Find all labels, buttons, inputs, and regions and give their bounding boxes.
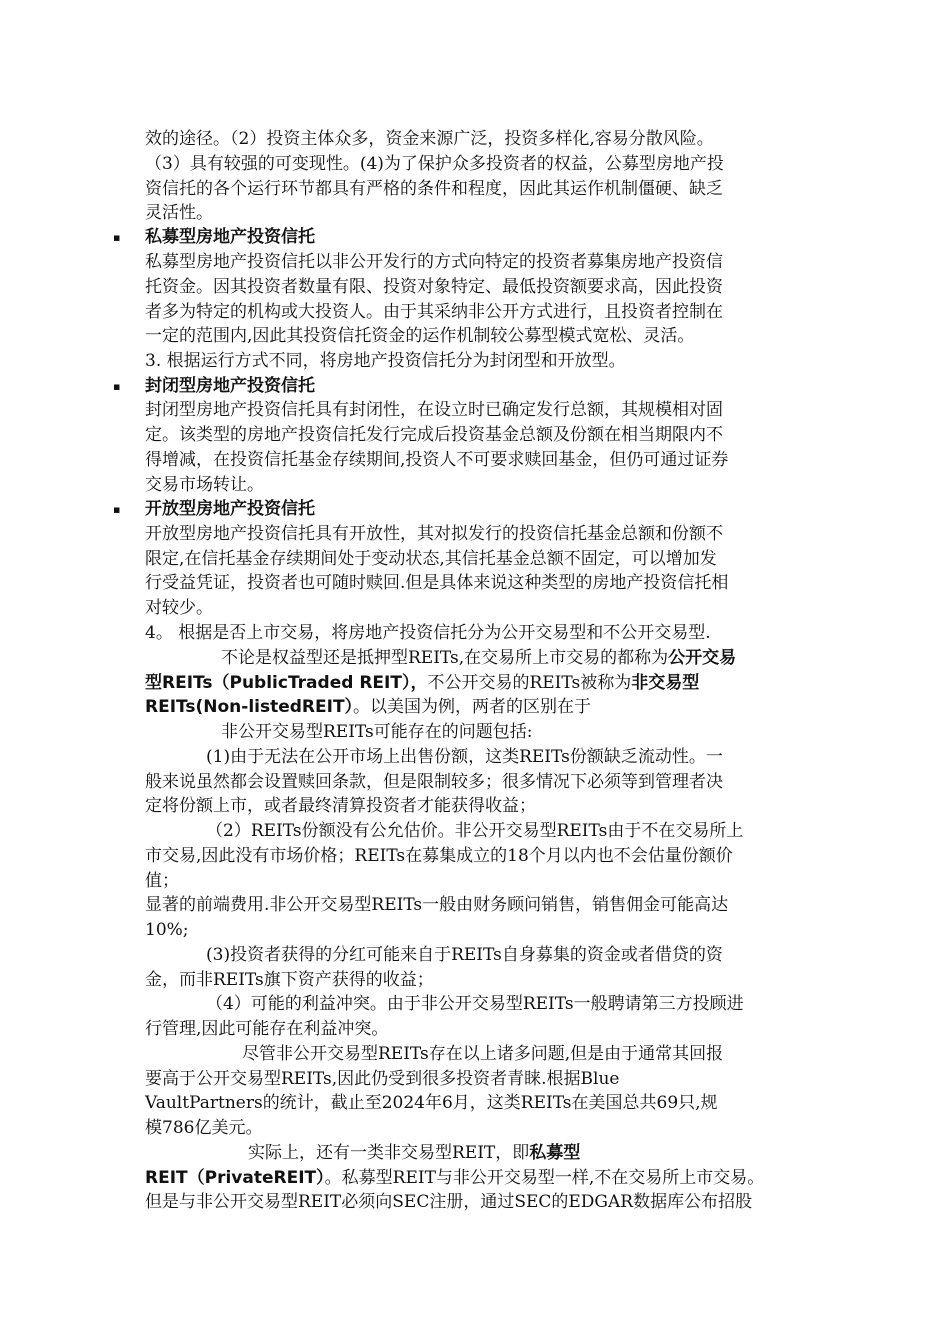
text-line: 得增减，在投资信托基金存续期间,投资人不可要求赎回基金，但仍可通过证券 bbox=[145, 450, 729, 470]
text-line: (1)由于无法在公开市场上出售份额，这类REITs份额缺乏流动性。一 bbox=[206, 747, 723, 767]
text-line: 效的途径。（2）投资主体众多，资金来源广泛，投资多样化,容易分散风险。 bbox=[145, 129, 714, 149]
text-line: 行受益凭证，投资者也可随时赎回.但是具体来说这种类型的房地产投资信托相 bbox=[145, 573, 729, 593]
bullet-icon: ▪ bbox=[113, 503, 121, 516]
section-heading: 私募型房地产投资信托 bbox=[145, 227, 315, 247]
text-line: 托资金。因其投资者数量有限、投资对象特定、最低投资额要求高，因此投资 bbox=[145, 277, 723, 297]
text-line bbox=[248, 1141, 580, 1166]
text-line: 行管理,因此可能存在利益冲突。 bbox=[145, 1019, 389, 1039]
text-line bbox=[145, 695, 591, 720]
section-heading: 开放型房地产投资信托 bbox=[145, 499, 315, 519]
text-line: (3)投资者获得的分红可能来自于REITs自身募集的资金或者借贷的资 bbox=[206, 945, 723, 965]
text-line: 4。 根据是否上市交易，将房地产投资信托分为公开交易型和不公开交易型. bbox=[145, 623, 711, 643]
text-line: 一定的范围内,因此其投资信托资金的运作机制较公募型模式宽松、灵活。 bbox=[145, 326, 695, 346]
bold-term: 私募型 bbox=[529, 1143, 581, 1163]
text-line: 3. 根据运行方式不同，将房地产投资信托分为封闭型和开放型。 bbox=[145, 351, 626, 371]
text-line: （2）REITs份额没有公允估价。非公开交易型REITs由于不在交易所上 bbox=[206, 821, 744, 841]
text-line: 限定,在信托基金存续期间处于变动状态,其信托基金总额不固定，可以增加发 bbox=[145, 549, 717, 569]
text-line: 者多为特定的机构或大投资人。由于其采纳非公开方式进行，且投资者控制在 bbox=[145, 302, 723, 322]
text-line: VaultPartners的统计，截止至2024年6月，这类REITs在美国总共69只,规 bbox=[145, 1093, 718, 1113]
text-line: 模786亿美元。 bbox=[145, 1118, 263, 1138]
bullet-icon: ▪ bbox=[113, 380, 121, 393]
text-line: 显著的前端费用.非公开交易型REITs一般由财务顾问销售，销售佣金可能高达 bbox=[145, 895, 729, 915]
text-line: 封闭型房地产投资信托具有封闭性，在设立时已确定发行总额，其规模相对固 bbox=[145, 400, 723, 420]
bold-term: REITs(Non-listedREIT） bbox=[145, 697, 354, 717]
text-line: 金，而非REITs旗下资产获得的收益； bbox=[145, 970, 434, 990]
text-line: 般来说虽然都会设置赎回条款，但是限制较多；很多情况下必须等到管理者决 bbox=[145, 772, 723, 792]
text-line: 灵活性。 bbox=[145, 203, 213, 223]
bold-term: 公开交易 bbox=[668, 648, 737, 668]
text-line: 定。该类型的房地产投资信托发行完成后投资基金总额及份额在相当期限内不 bbox=[145, 425, 723, 445]
text-line bbox=[145, 671, 699, 696]
text-run: 。以美国为例，两者的区别在于 bbox=[353, 697, 592, 717]
bullet-icon: ▪ bbox=[113, 231, 121, 244]
text-line bbox=[221, 646, 736, 671]
text-line: （3）具有较强的可变现性。(4)为了保护众多投资者的权益，公募型房地产投 bbox=[145, 154, 724, 174]
text-line: 私募型房地产投资信托以非公开发行的方式向特定的投资者募集房地产投资信 bbox=[145, 252, 723, 272]
text-line: 开放型房地产投资信托具有开放性，其对拟发行的投资信托基金总额和份额不 bbox=[145, 524, 723, 544]
bold-term: REIT（PrivateREIT） bbox=[145, 1168, 325, 1188]
text-line: 非公开交易型REITs可能存在的问题包括: bbox=[221, 722, 533, 742]
text-line: 市交易,因此没有市场价格；REITs在募集成立的18个月以内也不会估量份额价 bbox=[145, 846, 733, 866]
text-line: 交易市场转让。 bbox=[145, 475, 264, 495]
text-line: 但是与非公开交易型REIT必须向SEC注册，通过SEC的EDGAR数据库公布招股 bbox=[145, 1192, 753, 1212]
text-line: 值； bbox=[145, 871, 179, 891]
bold-term: 非交易型 bbox=[631, 673, 700, 693]
bold-term: 型REITs（PublicTraded REIT）， bbox=[145, 673, 428, 693]
text-line: 资信托的各个运行环节都具有严格的条件和程度，因此其运作机制僵硬、缺乏 bbox=[145, 179, 723, 199]
text-line: 定将份额上市，或者最终清算投资者才能获得收益； bbox=[145, 796, 536, 816]
text-run: 实际上，还有一类非交易型REIT，即 bbox=[248, 1143, 530, 1163]
text-line: （4）可能的利益冲突。由于非公开交易型REITs一般聘请第三方投顾进 bbox=[206, 994, 744, 1014]
text-line bbox=[145, 1166, 764, 1191]
text-run: 不论是权益型还是抵押型REITs,在交易所上市交易的都称为 bbox=[221, 648, 669, 668]
section-heading: 封闭型房地产投资信托 bbox=[145, 376, 315, 396]
text-line: 尽管非公开交易型REITs存在以上诸多问题,但是由于通常其回报 bbox=[242, 1044, 724, 1064]
text-line: 10%; bbox=[145, 920, 189, 940]
text-run: 不公开交易的REITs被称为 bbox=[427, 673, 632, 693]
text-line: 要高于公开交易型REITs,因此仍受到很多投资者青睐.根据Blue bbox=[145, 1069, 620, 1089]
text-line: 对较少。 bbox=[145, 598, 213, 618]
text-run: 。私募型REIT与非公开交易型一样,不在交易所上市交易。 bbox=[324, 1168, 765, 1188]
